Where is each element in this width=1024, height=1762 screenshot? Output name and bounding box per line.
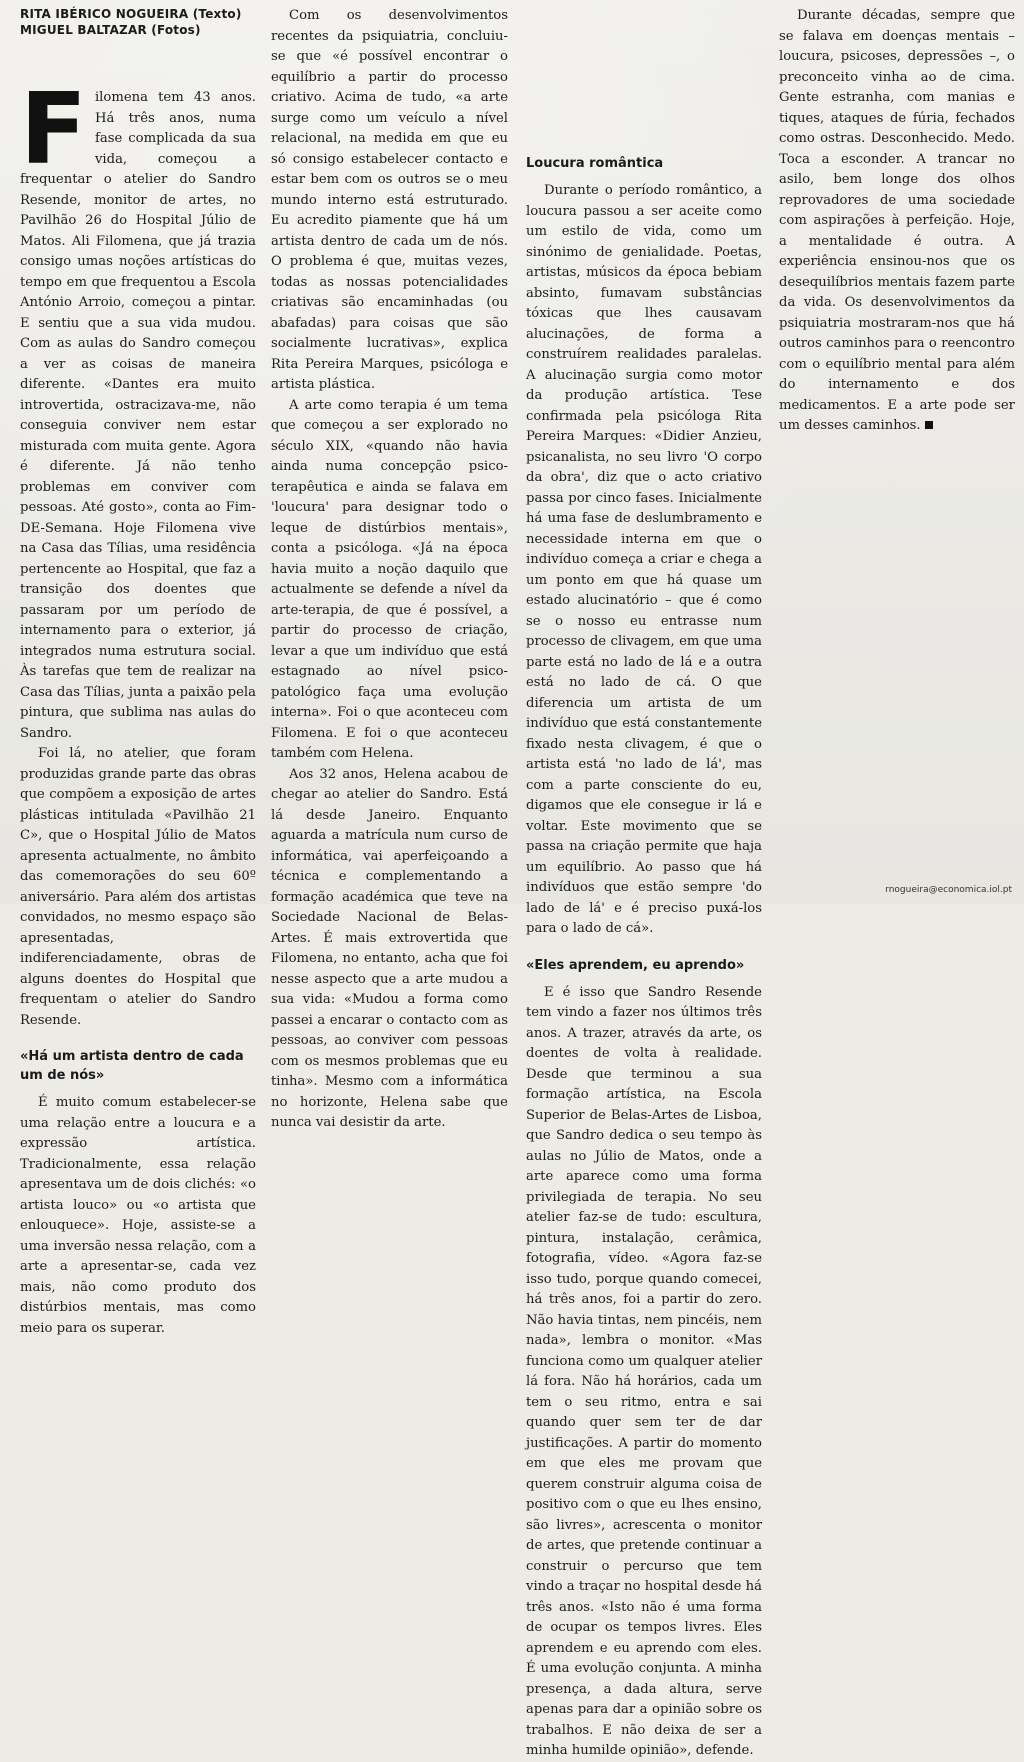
- end-square-icon: [925, 421, 933, 429]
- paragraph-2: Foi lá, no atelier, que foram produzidas grande parte das obras que compõem a exposição de artes plásticas intitulada «Pavilhão 21 C», que o Hospital Júlio de Matos apresenta actualmente, no âmbito das comemorações do seu 60º aniversário. Para além dos artistas convidados, no mesmo espaço são apresentadas, indiferenciadamente, obras de alguns doentes do Hospital que frequentam o atelier do Sandro Resende.: [20, 746, 256, 1028]
- subhead-artista-dentro: «Há um artista dentro de cada um de nós»: [20, 1049, 244, 1083]
- paragraph-5: A arte como terapia é um tema que começou a ser explorado no século XIX, «quando não havia ainda numa concepção psico-terapêutica e ainda se falava em 'loucura' para designar todo o leque de distúrbios mentais», conta a psicóloga. «Já na época havia muito a noção daquilo que actualmente se defende a nível da arte-terapia, de que é possível, a partir do processo de criação, levar a que um indivíduo que está estagnado ao nível psico-patológico faça uma evolução interna». Foi o que aconteceu com Filomena. E foi o que aconteceu também com Helena.: [271, 397, 508, 761]
- paragraph-3: É muito comum estabelecer-se uma relação entre a loucura e a expressão artística. Tradicionalmente, essa relação apresentava um de dois clichés: «o artista louco» ou «o artista que enlouquece». Hoje, assiste-se a uma inversão nessa relação, com a arte a apresentar-se, cada vez mais, não como produto dos distúrbios mentais, mas como meio para os superar.: [20, 1095, 256, 1336]
- subhead-loucura-romantica: Loucura romântica: [526, 156, 664, 171]
- lead-paragraph-wrap: [20, 73, 256, 744]
- column-2: [271, 6, 508, 1130]
- paragraph-8: E é isso que Sandro Resende tem vindo a fazer nos últimos três anos. A trazer, através da arte, os doentes de volta à realidade. Desde que terminou a sua formação artística, na Escola Superior de Belas-Artes de Lisboa, que Sandro dedica o seu tempo às aulas no Júlio de Matos, onde a arte aparece como uma forma privilegiada de terapia. No seu atelier faz-se de tudo: escultura, pintura, instalação, cerâmica, fotografia, vídeo. «Agora faz-se isso tudo, porque quando comecei, há três anos, foi a partir do zero. Não havia tintas, nem pincéis, nem nada», lembra o monitor. «Mas funciona como um qualquer atelier lá fora. Não há horários, cada um tem o seu ritmo, entra e sai quando quer sem ter de dar justificações. A partir do momento em que eles me provam que querem construir alguma coisa de positivo com o que eu lhes ensino, são livres», acrescenta o monitor de artes, que pretende continuar a construir o percurso que tem vindo a traçar no hospital desde há três anos. «Isto não é uma forma de ocupar os tempos livres. Eles aprendem e eu aprendo com eles. É uma evolução conjunta. A minha presença, a dada altura, serve apenas para dar a opinião sobre os trabalhos. E não deixa de ser a minha humilde opinião», defende.: [526, 984, 762, 1758]
- drop-cap: F: [20, 73, 87, 187]
- subhead-eles-aprendem: «Eles aprendem, eu aprendo»: [526, 957, 745, 973]
- column-3: [526, 6, 762, 1758]
- byline-photographer: MIGUEL BALTAZAR (Fotos): [20, 23, 201, 37]
- author-email: rnogueira@economica.iol.pt: [885, 885, 1012, 895]
- paragraph-9-text: Durante décadas, sempre que se falava em doenças mentais – loucura, psicoses, depressões –, o preconceito vinha ao de cima. Gente estranha, com manias e tiques, ataques de fúria, fechados como ostras. Desconhecido. Medo. Toca a esconder. A trancar no asilo, bem longe dos olhos reprovadores de uma sociedade com aspirações à perfeição. Hoje, a mentalidade é outra. A experiência ensinou-nos que os desequilíbrios mentais fazem parte da vida. Os desenvolvimentos da psiquiatria mostraram-nos que há outros caminhos para o reencontro com o equilíbrio mental para além do internamento e dos medicamentos. E a arte pode ser um desses caminhos.: [779, 8, 1015, 433]
- paragraph-1: ilomena tem 43 anos. Há três anos, numa fase complicada da sua vida, começou a frequentar o atelier do Sandro Resende, monitor de artes, no Pavilhão 26 do Hospital Júlio de Matos. Ali Filomena, que já trazia consigo umas noções artísticas do tempo em que frequentou a Escola António Arroio, começou a pintar. E sentiu que a sua vida mudou. Com as aulas do Sandro começou a ver as coisas de maneira diferente. «Dantes era muito introvertida, ostracizava-me, não conseguia conviver nem estar misturada com muita gente. Agora é diferente. Já não tenho problemas em conviver com pessoas. Até gosto», conta ao Fim-DE-Semana. Hoje Filomena vive na Casa das Tílias, uma residência pertencente ao Hospital, que faz a transição dos doentes que passaram por um período de internamento para o exterior, já integrados numa estrutura social. Às tarefas que tem de realizar na Casa das Tílias, junta a paixão pela pintura, que sublima nas aulas do Sandro.: [20, 90, 256, 741]
- byline: [20, 6, 256, 38]
- column-4: [779, 6, 1015, 898]
- paragraph-6: Aos 32 anos, Helena acabou de chegar ao atelier do Sandro. Está lá desde Janeiro. Enquanto aguarda a matrícula num curso de informática, vai aperfeiçoando a técnica e complementando a formação académica que teve na Sociedade Nacional de Belas-Artes. É mais extrovertida que Filomena, no entanto, acha que foi nesse aspecto que a arte mudou a sua vida: «Mudou a forma como passei a encarar o contacto com as pessoas, ao conviver com pessoas com os mesmos problemas que eu tinha». Mesmo com a informática no horizonte, Helena sabe que nunca vai desistir da arte.: [271, 766, 508, 1130]
- byline-author: RITA IBÉRICO NOGUEIRA (Texto): [20, 7, 242, 21]
- paragraph-4: Com os desenvolvimentos recentes da psiquiatria, concluiu-se que «é possível encontrar o equilíbrio a partir do processo criativo. Acima de tudo, «a arte surge como um veículo a nível relacional, na medida em que eu só consigo estabelecer contacto e estar bem com os outros se o meu mundo interno está estruturado. Eu acredito piamente que há um artista dentro de cada um de nós. O problema é que, muitas vezes, todas as nossas potencialidades criativas são encaminhadas (ou abafadas) para coisas que são socialmente lucrativas», explica Rita Pereira Marques, psicóloga e artista plástica.: [271, 8, 508, 392]
- paragraph-7: Durante o período romântico, a loucura passou a ser aceite como um estilo de vida, como um sinónimo de genialidade. Poetas, artistas, músicos da época bebiam absinto, fumavam substâncias tóxicas que lhes causavam alucinações, de forma a construírem realidades paralelas. A alucinação surgia como motor da produção artística. Tese confirmada pela psicóloga Rita Pereira Marques: «Didier Anzieu, psicanalista, no seu livro 'O corpo da obra', diz que o acto criativo passa por cinco fases. Inicialmente há uma fase de deslumbramento e necessidade interna em que o indivíduo começa a criar e chega a um ponto em que há quase um estado alucinatório – que é como se o nosso eu entrasse num processo de clivagem, em que uma parte está no lado de lá e a outra está no lado de cá. O que diferencia um artista de um indivíduo que está constantemente fixado nesta clivagem, é que o artista está 'no lado de lá', mas com a parte consciente do eu, digamos que ele consegue ir lá e voltar. Este movimento que se passa na criação permite que haja um equilíbrio. Ao passo que há indivíduos que estão sempre 'do lado de lá' e é preciso puxá-los para o lado de cá».: [526, 183, 762, 936]
- paragraph-9: [779, 6, 1015, 437]
- column-1: [20, 6, 256, 1336]
